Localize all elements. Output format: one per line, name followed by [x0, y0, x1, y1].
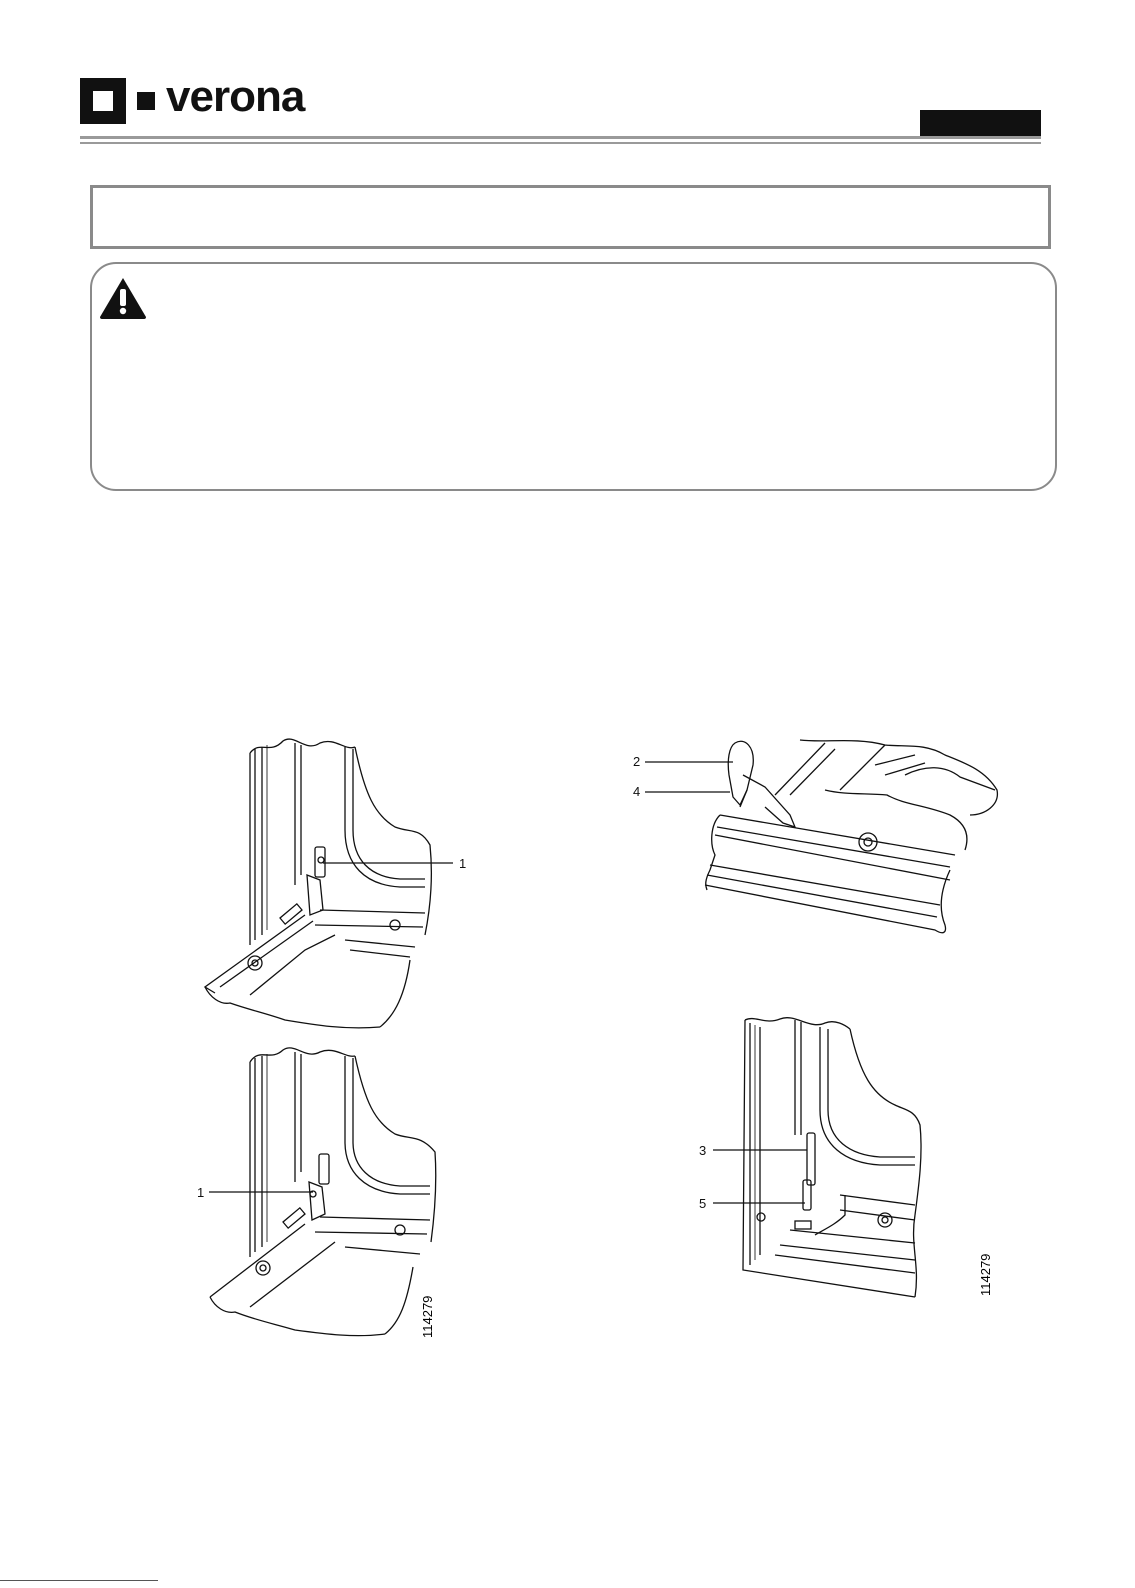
section-title-box [90, 185, 1051, 249]
brand-logo [80, 72, 340, 128]
header-rule [80, 136, 1041, 139]
callout-2: 2 [633, 754, 641, 769]
brand-name: verona [166, 72, 305, 121]
callout-4: 4 [633, 784, 641, 799]
callout-5: 5 [699, 1196, 707, 1211]
callout-1-bottom-left: 1 [197, 1185, 205, 1200]
header-rule-secondary [80, 142, 1041, 144]
figure-bottom-right [695, 1015, 925, 1300]
warning-triangle-icon [98, 276, 148, 320]
callout-1-top-left: 1 [459, 856, 467, 871]
section-tab [920, 110, 1041, 136]
figure-id-right: 114279 [978, 1253, 993, 1296]
figure-bottom-left [195, 1042, 445, 1342]
logo-small-square-icon [137, 92, 155, 110]
figure-top-left [195, 735, 485, 1035]
footer-rule [0, 1580, 158, 1581]
warning-box [90, 262, 1057, 491]
figure-id-left: 114279 [420, 1295, 435, 1338]
callout-3: 3 [699, 1143, 707, 1158]
figure-top-right [625, 735, 1005, 945]
